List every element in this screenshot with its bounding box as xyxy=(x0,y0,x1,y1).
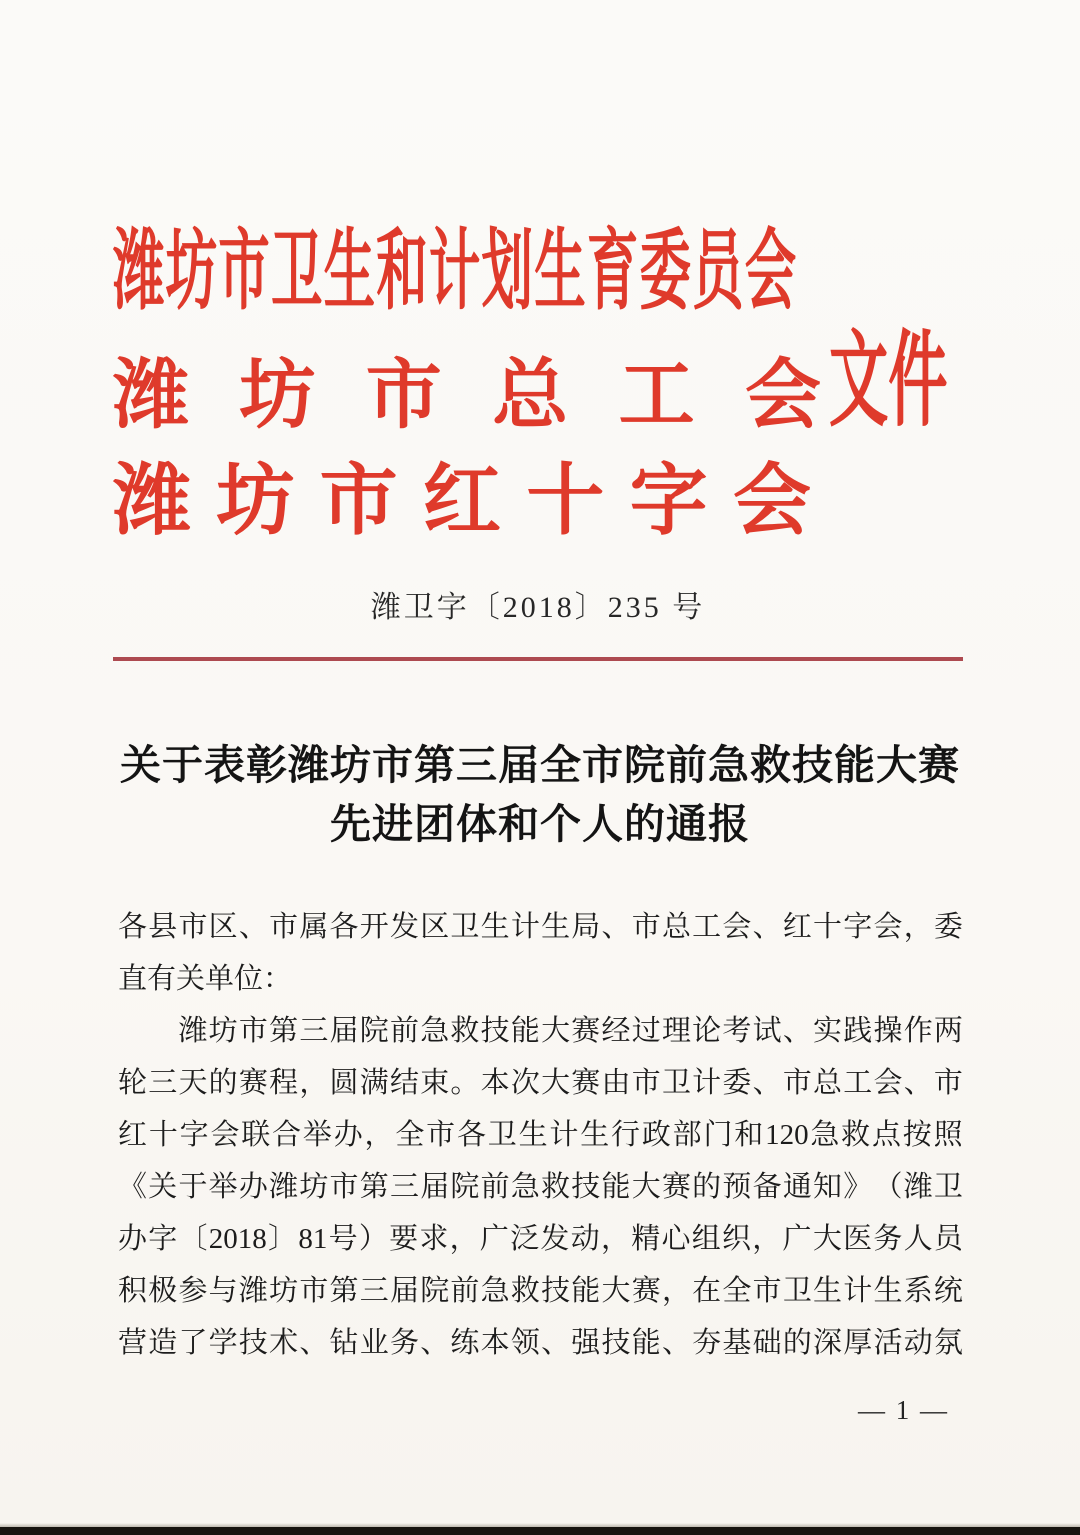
letterhead-doc-type-word: 文件 xyxy=(829,324,948,439)
letterhead-org-line-1: 潍坊市卫生和计划生育委员会 xyxy=(113,224,798,321)
glyph-cluster: 行 xyxy=(611,1119,641,1151)
glyph-cluster: 坊 xyxy=(269,1275,299,1307)
glyph-cluster: ， xyxy=(661,1275,691,1307)
glyph-cluster: 动 xyxy=(570,1223,600,1255)
glyph-cluster: 氛 xyxy=(933,1327,963,1359)
glyph-cluster: 生 xyxy=(518,1119,548,1151)
glyph-cluster: 三 xyxy=(389,1171,419,1203)
glyph-cluster xyxy=(118,1005,147,1057)
glyph-cluster: ） xyxy=(358,1223,388,1255)
body-line xyxy=(118,1161,963,1213)
glyph-cluster: 卫 xyxy=(450,911,480,943)
glyph-cluster: 市 xyxy=(933,1067,963,1099)
glyph-cluster: 计 xyxy=(692,1067,722,1099)
glyph-cluster: 全 xyxy=(722,1275,752,1307)
glyph-cluster: 计 xyxy=(510,911,540,943)
glyph-cluster: 、 xyxy=(420,1327,450,1359)
glyph-cluster: 届 xyxy=(389,1275,419,1307)
glyph-cluster: 生 xyxy=(813,1275,843,1307)
glyph-cluster: 能 xyxy=(571,1275,601,1307)
glyph-cluster: 技 xyxy=(571,1171,601,1203)
glyph-cluster: 联 xyxy=(241,1119,271,1151)
glyph-cluster: 会 xyxy=(210,1119,240,1151)
glyph-cluster: 知 xyxy=(813,1171,843,1203)
glyph-cluster: 考 xyxy=(722,1015,752,1047)
glyph-cluster: ， xyxy=(299,1067,329,1099)
glyph-cluster: 大 xyxy=(541,1015,571,1047)
glyph-cluster: 部 xyxy=(672,1119,702,1151)
glyph-cluster: 赛 xyxy=(571,1015,601,1047)
glyph-cluster: 会 xyxy=(873,1067,903,1099)
glyph-cluster: 市 xyxy=(269,911,299,943)
body-line: 直有关单位： xyxy=(118,963,293,995)
document-body xyxy=(118,901,963,1369)
body-line xyxy=(118,901,963,953)
glyph-cluster: 、 xyxy=(238,911,268,943)
glyph-cluster: 理 xyxy=(661,1015,691,1047)
glyph-cluster: 程 xyxy=(269,1067,299,1099)
glyph-cluster: 〕 xyxy=(268,1223,298,1255)
glyph-cluster: 全 xyxy=(395,1119,425,1151)
glyph-cluster: 〔 xyxy=(178,1223,208,1255)
glyph-cluster: 工 xyxy=(618,354,695,438)
document-title-line-1: 关于表彰潍坊市第三届全市院前急救技能大赛 xyxy=(120,742,960,788)
glyph-cluster: 、 xyxy=(299,1327,329,1359)
red-separator-rule xyxy=(113,657,963,661)
glyph-cluster: 备 xyxy=(752,1171,782,1203)
glyph-cluster: 。 xyxy=(450,1067,480,1099)
letterhead-org-line-2 xyxy=(113,354,821,438)
glyph-cluster: 字 xyxy=(843,911,873,943)
glyph-cluster: 试 xyxy=(752,1015,782,1047)
glyph-cluster: 院 xyxy=(420,1275,450,1307)
glyph-cluster: 术 xyxy=(269,1327,299,1359)
glyph-cluster: 字 xyxy=(148,1223,178,1255)
glyph-cluster: 满 xyxy=(359,1067,389,1099)
glyph-cluster: 总 xyxy=(492,354,569,438)
glyph-cluster: 生 xyxy=(480,911,510,943)
glyph-cluster: 三 xyxy=(359,1275,389,1307)
glyph-cluster: 市 xyxy=(365,354,442,438)
glyph-cluster: 第 xyxy=(329,1275,359,1307)
glyph-cluster: 论 xyxy=(692,1015,722,1047)
glyph-cluster: 天 xyxy=(178,1067,208,1099)
glyph-cluster: ， xyxy=(752,1223,782,1255)
glyph-cluster: 础 xyxy=(752,1327,782,1359)
glyph-cluster: 人 xyxy=(903,1223,933,1255)
glyph-cluster: 潍 xyxy=(269,1171,299,1203)
glyph-cluster: 技 xyxy=(480,1015,510,1047)
glyph-cluster: 各 xyxy=(329,911,359,943)
glyph-cluster: 办 xyxy=(333,1119,363,1151)
glyph-cluster: 、 xyxy=(752,1067,782,1099)
glyph-cluster: 开 xyxy=(359,911,389,943)
glyph-cluster: 系 xyxy=(903,1275,933,1307)
glyph-cluster: 医 xyxy=(843,1223,873,1255)
glyph-cluster: 各 xyxy=(456,1119,486,1151)
glyph-cluster: 的 xyxy=(782,1327,812,1359)
glyph-cluster: 厚 xyxy=(843,1327,873,1359)
glyph-cluster: 工 xyxy=(692,911,722,943)
glyph-cluster: 潍 xyxy=(113,354,189,438)
glyph-cluster: ， xyxy=(600,1223,630,1255)
glyph-cluster: 能 xyxy=(601,1171,631,1203)
glyph-cluster: 局 xyxy=(571,911,601,943)
glyph-cluster: 潍 xyxy=(178,1015,208,1047)
glyph-cluster: 结 xyxy=(389,1067,419,1099)
glyph-cluster: 总 xyxy=(813,1067,843,1099)
glyph-cluster: 能 xyxy=(631,1327,661,1359)
glyph-cluster: 十 xyxy=(813,911,843,943)
document-title-line-2: 先进团体和个人的通报 xyxy=(330,801,750,847)
glyph-cluster: 、 xyxy=(601,911,631,943)
glyph-cluster: 实 xyxy=(813,1015,843,1047)
glyph-cluster: 赛 xyxy=(571,1067,601,1099)
glyph-cluster: 县 xyxy=(148,911,178,943)
glyph-cluster: 第 xyxy=(269,1015,299,1047)
body-line xyxy=(118,1005,963,1057)
glyph-cluster: 泛 xyxy=(510,1223,540,1255)
glyph-cluster: 委 xyxy=(933,911,963,943)
glyph-cluster: 三 xyxy=(148,1067,178,1099)
glyph-cluster: 》 xyxy=(843,1171,873,1203)
glyph-cluster: 营 xyxy=(118,1327,148,1359)
glyph-cluster: 和 xyxy=(734,1119,764,1151)
glyph-cluster: 字 xyxy=(179,1119,209,1151)
glyph-cluster: 120 xyxy=(765,1119,809,1151)
glyph-cluster: 会 xyxy=(722,911,752,943)
glyph-cluster: 合 xyxy=(272,1119,302,1151)
glyph-cluster: 区 xyxy=(420,911,450,943)
glyph-cluster: 学 xyxy=(208,1327,238,1359)
glyph-cluster: 作 xyxy=(903,1015,933,1047)
glyph-cluster: 大 xyxy=(812,1223,842,1255)
glyph-cluster: （ xyxy=(873,1171,903,1203)
glyph-cluster: 参 xyxy=(178,1275,208,1307)
glyph-cluster: 经 xyxy=(601,1015,631,1047)
glyph-cluster: 院 xyxy=(450,1171,480,1203)
glyph-cluster: 政 xyxy=(641,1119,671,1151)
glyph-cluster: 生 xyxy=(541,911,571,943)
glyph-cluster: 急 xyxy=(480,1275,510,1307)
glyph-cluster: 在 xyxy=(692,1275,722,1307)
letterhead-org-line-3 xyxy=(113,457,811,544)
glyph-cluster: 潍 xyxy=(113,457,192,544)
glyph-cluster: 计 xyxy=(843,1275,873,1307)
body-line xyxy=(118,1213,963,1265)
glyph-cluster: 了 xyxy=(178,1327,208,1359)
glyph-cluster: 基 xyxy=(722,1327,752,1359)
glyph-cluster: 卫 xyxy=(661,1067,691,1099)
glyph-cluster: 大 xyxy=(541,1067,571,1099)
glyph-cluster: 2018 xyxy=(208,1223,267,1255)
body-line xyxy=(118,1265,963,1317)
glyph-cluster: 市 xyxy=(426,1119,456,1151)
glyph-cluster: 预 xyxy=(722,1171,752,1203)
glyph-cluster: 卫 xyxy=(782,1275,812,1307)
glyph-cluster: 动 xyxy=(903,1327,933,1359)
document-title xyxy=(60,736,1020,854)
glyph-cluster: 届 xyxy=(329,1015,359,1047)
document-number: 潍卫字〔2018〕235 号 xyxy=(370,591,706,624)
glyph-cluster: 救 xyxy=(510,1275,540,1307)
glyph-cluster: 坊 xyxy=(216,457,295,544)
glyph-cluster: 《 xyxy=(118,1171,148,1203)
glyph-cluster: 领 xyxy=(510,1327,540,1359)
glyph-cluster: 的 xyxy=(208,1067,238,1099)
glyph-cluster: 、 xyxy=(782,1015,812,1047)
glyph-cluster: 强 xyxy=(571,1327,601,1359)
glyph-cluster: 关 xyxy=(148,1171,178,1203)
glyph-cluster: 号 xyxy=(328,1223,358,1255)
page-number: — 1 — xyxy=(858,1395,949,1425)
glyph-cluster: 三 xyxy=(299,1015,329,1047)
glyph-cluster: 前 xyxy=(389,1015,419,1047)
glyph-cluster: 急 xyxy=(420,1015,450,1047)
glyph-cluster: 与 xyxy=(208,1275,238,1307)
glyph-cluster: 坊 xyxy=(239,354,316,438)
glyph-cluster: 办 xyxy=(238,1171,268,1203)
glyph-cluster: 两 xyxy=(933,1015,963,1047)
glyph-cluster: 广 xyxy=(479,1223,509,1255)
glyph-cluster: 生 xyxy=(873,1275,903,1307)
glyph-cluster: 求 xyxy=(419,1223,449,1255)
glyph-cluster: 市 xyxy=(782,1067,812,1099)
glyph-cluster: 极 xyxy=(148,1275,178,1307)
glyph-cluster: 救 xyxy=(450,1015,480,1047)
glyph-cluster: 赛 xyxy=(238,1067,268,1099)
glyph-cluster: 过 xyxy=(631,1015,661,1047)
glyph-cluster: 会 xyxy=(873,911,903,943)
glyph-cluster: 积 xyxy=(118,1275,148,1307)
glyph-cluster: 组 xyxy=(691,1223,721,1255)
glyph-cluster: 业 xyxy=(359,1327,389,1359)
glyph-cluster: 造 xyxy=(148,1327,178,1359)
glyph-cluster: 照 xyxy=(933,1119,963,1151)
glyph-cluster: 急 xyxy=(810,1119,840,1151)
glyph-cluster: 救 xyxy=(841,1119,871,1151)
glyph-cluster: 工 xyxy=(843,1067,873,1099)
glyph-cluster: 务 xyxy=(389,1327,419,1359)
glyph-cluster: 救 xyxy=(541,1171,571,1203)
body-line xyxy=(118,1317,963,1369)
glyph-cluster: 束 xyxy=(420,1067,450,1099)
glyph-cluster: 属 xyxy=(299,911,329,943)
glyph-cluster: 坊 xyxy=(299,1171,329,1203)
glyph-cluster: 字 xyxy=(629,457,708,544)
glyph-cluster: 各 xyxy=(118,911,148,943)
glyph-cluster: 委 xyxy=(722,1067,752,1099)
glyph-cluster: 急 xyxy=(510,1171,540,1203)
glyph-cluster: 市 xyxy=(319,457,398,544)
glyph-cluster: 81 xyxy=(298,1223,328,1255)
glyph-cluster: 本 xyxy=(480,1327,510,1359)
glyph-cluster: 广 xyxy=(782,1223,812,1255)
glyph-cluster: 操 xyxy=(873,1015,903,1047)
glyph-cluster: 赛 xyxy=(661,1171,691,1203)
glyph-cluster: 市 xyxy=(631,1067,661,1099)
glyph-cluster: 前 xyxy=(480,1171,510,1203)
glyph-cluster: 按 xyxy=(902,1119,932,1151)
glyph-cluster: 潍 xyxy=(238,1275,268,1307)
glyph-cluster: 坊 xyxy=(208,1015,238,1047)
glyph-cluster: 市 xyxy=(238,1015,268,1047)
glyph-cluster: 前 xyxy=(450,1275,480,1307)
glyph-cluster: 圆 xyxy=(329,1067,359,1099)
glyph-cluster: 第 xyxy=(359,1171,389,1203)
glyph-cluster: 红 xyxy=(118,1119,148,1151)
glyph-cluster: 潍 xyxy=(903,1171,933,1203)
glyph-cluster: 市 xyxy=(631,911,661,943)
glyph-cluster: 、 xyxy=(661,1327,691,1359)
scan-edge-bar xyxy=(0,1527,1080,1535)
glyph-cluster: ， xyxy=(449,1223,479,1255)
glyph-cluster: 卫 xyxy=(487,1119,517,1151)
glyph-cluster: 技 xyxy=(238,1327,268,1359)
glyph-cluster: 十 xyxy=(526,457,605,544)
glyph-cluster: 举 xyxy=(208,1171,238,1203)
glyph-cluster: 红 xyxy=(782,911,812,943)
glyph-cluster: 大 xyxy=(601,1275,631,1307)
glyph-cluster: 技 xyxy=(601,1327,631,1359)
glyph-cluster: 员 xyxy=(933,1223,963,1255)
glyph-cluster: 通 xyxy=(782,1171,812,1203)
glyph-cluster: 技 xyxy=(541,1275,571,1307)
glyph-cluster: 深 xyxy=(813,1327,843,1359)
glyph-cluster: ， xyxy=(364,1119,394,1151)
glyph-cluster: 市 xyxy=(178,911,208,943)
glyph-cluster: 、 xyxy=(541,1327,571,1359)
glyph-cluster: 次 xyxy=(510,1067,540,1099)
glyph-cluster: 院 xyxy=(359,1015,389,1047)
glyph-cluster: 生 xyxy=(580,1119,610,1151)
glyph-cluster: 夯 xyxy=(692,1327,722,1359)
glyph-cluster: 践 xyxy=(843,1015,873,1047)
glyph-cluster: 于 xyxy=(178,1171,208,1203)
glyph-cluster: 卫 xyxy=(933,1171,963,1203)
glyph-cluster: 精 xyxy=(631,1223,661,1255)
glyph-cluster: 发 xyxy=(389,911,419,943)
glyph-cluster: 发 xyxy=(540,1223,570,1255)
glyph-cluster: 会 xyxy=(732,457,811,544)
glyph-cluster: 总 xyxy=(661,911,691,943)
glyph-cluster: 务 xyxy=(873,1223,903,1255)
glyph-cluster: 点 xyxy=(871,1119,901,1151)
glyph-cluster: 红 xyxy=(422,457,501,544)
glyph-cluster: 由 xyxy=(601,1067,631,1099)
glyph-cluster: 的 xyxy=(692,1171,722,1203)
body-line xyxy=(118,1057,963,1109)
glyph-cluster: 区 xyxy=(208,911,238,943)
glyph-cluster: 、 xyxy=(903,1067,933,1099)
glyph-cluster: 届 xyxy=(420,1171,450,1203)
glyph-cluster: 大 xyxy=(631,1171,661,1203)
glyph-cluster: 市 xyxy=(299,1275,329,1307)
glyph-cluster: 心 xyxy=(661,1223,691,1255)
glyph-cluster: 钻 xyxy=(329,1327,359,1359)
glyph-cluster: 十 xyxy=(148,1119,178,1151)
glyph-cluster: 练 xyxy=(450,1327,480,1359)
glyph-cluster: 门 xyxy=(703,1119,733,1151)
glyph-cluster: 活 xyxy=(873,1327,903,1359)
body-line xyxy=(118,1109,963,1161)
glyph-cluster: 轮 xyxy=(118,1067,148,1099)
glyph-cluster: 要 xyxy=(389,1223,419,1255)
glyph-cluster: 办 xyxy=(118,1223,148,1255)
glyph-cluster: 织 xyxy=(722,1223,752,1255)
glyph-cluster: 、 xyxy=(752,911,782,943)
glyph-cluster: 举 xyxy=(302,1119,332,1151)
glyph-cluster: 能 xyxy=(510,1015,540,1047)
glyph-cluster: 统 xyxy=(933,1275,963,1307)
glyph-cluster: 本 xyxy=(480,1067,510,1099)
glyph-cluster: ， xyxy=(903,911,933,943)
glyph-cluster: 会 xyxy=(744,354,821,438)
glyph-cluster: 市 xyxy=(329,1171,359,1203)
glyph-cluster: 赛 xyxy=(631,1275,661,1307)
glyph-cluster xyxy=(148,1005,177,1057)
glyph-cluster: 市 xyxy=(752,1275,782,1307)
glyph-cluster: 计 xyxy=(549,1119,579,1151)
